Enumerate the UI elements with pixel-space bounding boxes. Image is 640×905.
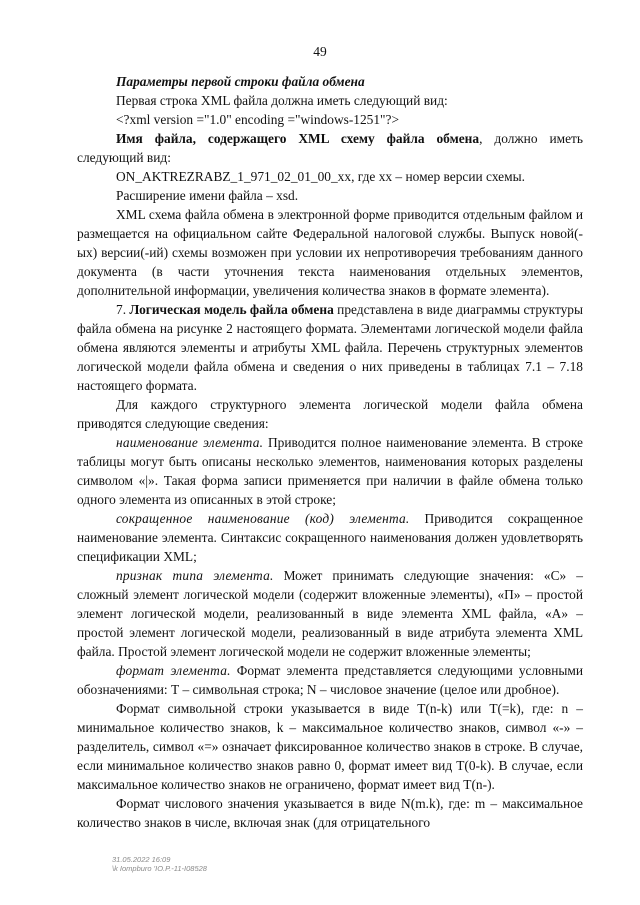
logical-model-term: Логическая модель файла обмена — [129, 302, 334, 317]
list-item-element-code — [77, 509, 583, 566]
element-type-term: признак типа элемента. — [116, 568, 274, 583]
schema-extension: Расширение имени файла – xsd. — [116, 188, 299, 203]
element-type-text: Может принимать следующие значения: «С» – сложный элемент логической модели (содержит вложенные элементы), «П» – простой элемент логической модели, реализованный в виде элемента XML файла, «А» – простой элемент логической модели, реализованный в виде атрибута элемента XML файла. Простой элемент логической модели не содержит вложенные элементы; — [77, 568, 583, 659]
section-heading: Параметры первой строки файла обмена — [116, 74, 365, 89]
paragraph-logical-model — [77, 300, 583, 395]
paragraph-element-info-intro: Для каждого структурного элемента логической модели файла обмена приводятся следующие сведения: — [77, 397, 583, 431]
element-name-term: наименование элемента. — [116, 435, 264, 450]
list-item-element-type — [77, 566, 583, 661]
section-number: 7. — [116, 302, 130, 317]
xml-declaration: <?xml version ="1.0" encoding ="windows-1251"?> — [116, 112, 400, 127]
schema-filename: ON_AKTREZRABZ_1_971_02_01_00_xx, где xx – номер версии схемы. — [116, 169, 525, 184]
paragraph-schema-publication: XML схема файла обмена в электронной форме приводится отдельным файлом и размещается на официальном сайте Федеральной налоговой службы. Выпуск новой(-ых) версии(-ий) схемы возможен при условии их непротиворечия требованиям данного документа (в части уточнения текста наименования отдельных элементов, дополнительной информации, увеличения количества знаков в формате элемента). — [77, 207, 583, 298]
element-code-term: сокращенное наименование (код) элемента. — [116, 511, 410, 526]
logical-model-text: представлена в виде диаграммы структуры файла обмена на рисунке 2 настоящего формата. Элементами логической модели файла обмена являются элементы и атрибуты XML файла. Перечень структурных элементов логической модели файла обмена и сведения о них приведены в таблицах 7.1 – 7.18 настоящего формата. — [77, 302, 584, 393]
element-format-term: формат элемента. — [116, 663, 231, 678]
element-code-text: Приводится сокращенное наименование элемента. Синтаксис сокращенного наименования должен удовлетворять спецификации XML; — [77, 511, 583, 564]
list-item-element-format — [77, 661, 583, 699]
paragraph-schema-name — [77, 129, 583, 167]
element-format-text: Формат элемента представляется следующими условными обозначениями: Т – символьная строка; N – числовое значение (целое или дробное). — [77, 663, 583, 697]
paragraph-numeric-format: Формат числового значения указывается в виде N(m.k), где: m – максимальное количество знаков в числе, включая знак (для отрицательного — [77, 796, 583, 830]
stamp-timestamp: 31.05.2022 16:09 — [112, 855, 171, 864]
paragraph-string-format: Формат символьной строки указывается в виде Т(n-k) или Т(=k), где: n – минимальное количество знаков, k – максимальное количество знаков, символ «-» – разделитель, символ «=» означает фиксированное количество знаков в строке. В случае, если минимальное количество знаков равно 0, формат имеет вид Т(0-k). В случае, если максимальное количество знаков не ограничено, формат имеет вид Т(n-). — [77, 701, 583, 792]
signature-stamp — [112, 855, 207, 873]
page-number: 49 — [313, 44, 327, 59]
schema-name-rest: , должно иметь следующий вид: — [77, 131, 584, 165]
element-name-text: Приводится полное наименование элемента. В строке таблицы могут быть описаны несколько элементов, наименования которых разделены символом «|». Такая форма записи применяется при наличии в файле обмена только одного элемента из описанных в этой строке; — [77, 435, 583, 507]
stamp-signer: \k Iompburo 'IO.P.-11-I08528 — [112, 864, 207, 873]
list-item-element-name — [77, 433, 583, 509]
document-body — [77, 72, 583, 832]
paragraph-first-line: Первая строка XML файла должна иметь следующий вид: — [116, 93, 448, 108]
schema-name-term: Имя файла, содержащего XML схему файла обмена — [116, 131, 480, 146]
